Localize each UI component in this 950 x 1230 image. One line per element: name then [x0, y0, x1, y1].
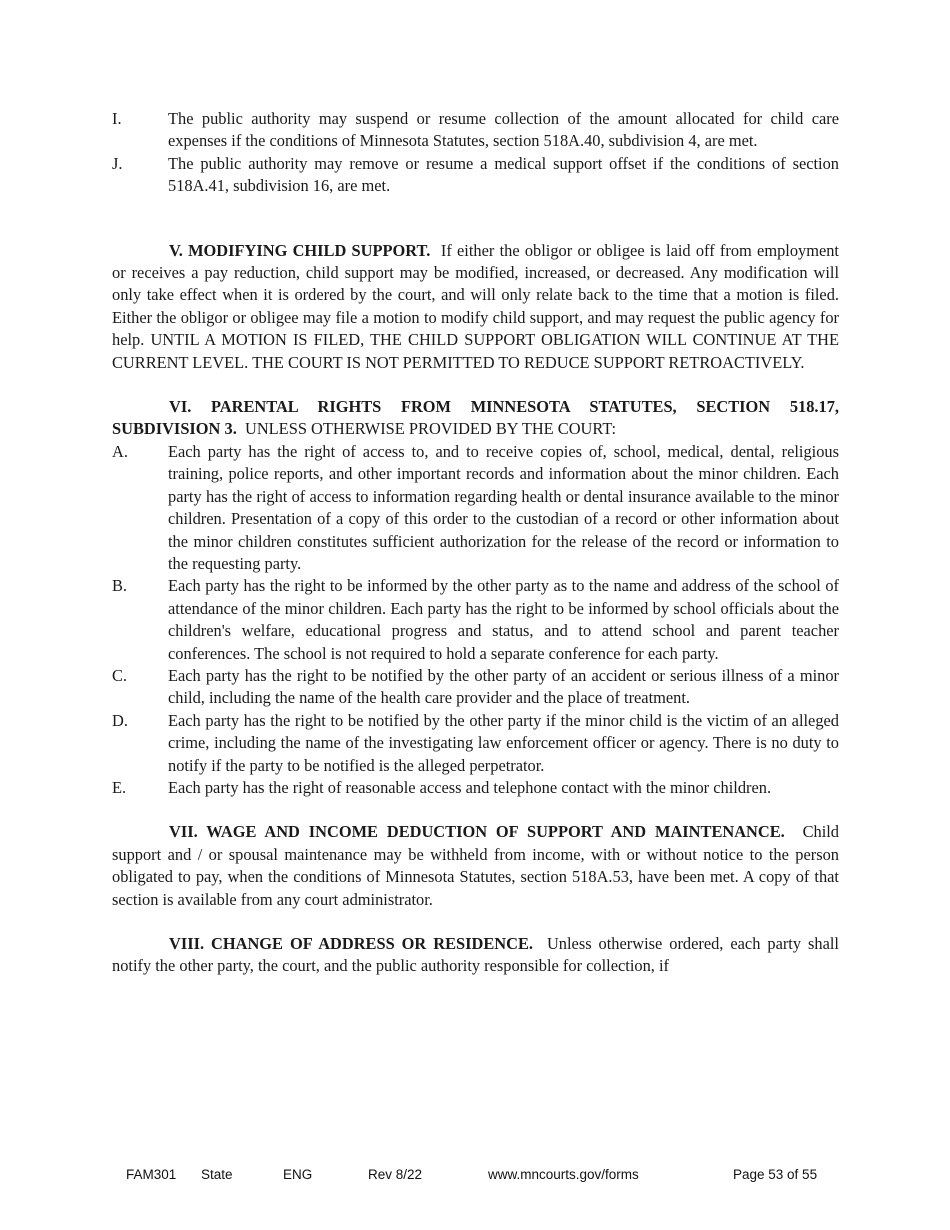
footer-language: ENG: [283, 1167, 313, 1182]
page-content: [112, 108, 839, 978]
list-item: [112, 665, 839, 710]
footer-jurisdiction: State: [201, 1167, 233, 1182]
list-item: [112, 777, 839, 799]
list-item-label: A.: [112, 441, 128, 461]
list-item-label: E.: [112, 777, 127, 797]
footer-form-id: FAM301: [126, 1167, 177, 1182]
section-vii-heading: VII. WAGE AND INCOME DEDUCTION OF SUPPORT AND MAINTENANCE.: [169, 822, 785, 842]
section-v-heading: V. MODIFYING CHILD SUPPORT.: [169, 240, 431, 260]
list-item-label: J.: [112, 153, 123, 173]
section-vi: [112, 396, 839, 441]
list-item-text: Each party has the right of reasonable access and telephone contact with the minor children.: [168, 777, 772, 797]
list-item: [112, 441, 839, 575]
list-item-text: Each party has the right to be informed by the other party as to the name and address of the school of attendance of the minor children. Each party has the right to be informed by school officials about the children's welfare, educational progress and status, and to attend school and parent teacher conferences. The school is not required to hold a separate conference for each party.: [168, 576, 839, 663]
list-item: [112, 108, 839, 153]
section-viii-body: Unless otherwise ordered, each party shall notify the other party, the court, and the public authority responsible for collection, if: [112, 934, 839, 976]
list-item: [112, 710, 839, 777]
footer-page-number: Page 53 of 55: [733, 1167, 818, 1182]
list-item-text: The public authority may suspend or resume collection of the amount allocated for child care expenses if the conditions of Minnesota Statutes, section 518A.40, subdivision 4, are met.: [168, 109, 839, 151]
footer-revision: Rev 8/22: [368, 1167, 423, 1182]
list-item-text: Each party has the right of access to, and to receive copies of, school, medical, dental, religious training, police reports, and other important records and information about the minor children. Each party has the right of access to information regarding health or dental insurance available to the minor children. Presentation of a copy of this order to the custodian of a record or other information about the minor children constitutes sufficient authorization for the release of the record or information to the requesting party.: [168, 441, 839, 573]
list-item-text: Each party has the right to be notified by the other party of an accident or serious illness of a minor child, including the name of the health care provider and the place of treatment.: [168, 665, 839, 708]
list-item: [112, 153, 839, 198]
list-item-label: C.: [112, 665, 128, 685]
list-item-label: B.: [112, 576, 128, 596]
section-v: [112, 240, 839, 374]
list-item-label: I.: [112, 109, 122, 128]
list-item-text: The public authority may remove or resume a medical support offset if the conditions of section 518A.41, subdivision 16, are met.: [168, 153, 839, 196]
section-v-body: If either the obligor or obligee is laid off from employment or receives a pay reduction, child support may be modified, increased, or decreased. Any modification will only take effect when it is ordered by the court, and will only relate back to the time that a motion is filed. Either the obligor or obligee may file a motion to modify child support, and may request the public agency for help. UNTIL A MOTION IS FILED, THE CHILD SUPPORT OBLIGATION WILL CONTINUE AT THE CURRENT LEVEL. THE COURT IS NOT PERMITTED TO REDUCE SUPPORT RETROACTIVELY.: [112, 240, 839, 372]
footer-url-link[interactable]: www.mncourts.gov/forms: [488, 1167, 639, 1182]
list-item-text: Each party has the right to be notified by the other party if the minor child is the victim of an alleged crime, including the name of the investigating law enforcement officer or agency. There is no duty to notify if the party to be notified is the alleged perpetrator.: [168, 710, 839, 775]
section-viii-heading: VIII. CHANGE OF ADDRESS OR RESIDENCE.: [169, 934, 533, 953]
page-footer: [0, 1167, 950, 1185]
section-vii: [112, 821, 839, 911]
section-viii: [112, 933, 839, 978]
section-vii-body: Child support and / or spousal maintenance may be withheld from income, with or without notice to the person obligated to pay, when the conditions of Minnesota Statutes, section 518A.53, have been met. A copy of that section is available from any court administrator.: [112, 822, 839, 909]
section-vi-body: UNLESS OTHERWISE PROVIDED BY THE COURT:: [245, 419, 617, 439]
section-vi-heading: VI. PARENTAL RIGHTS FROM MINNESOTA STATUTES, SECTION 518.17, SUBDIVISION 3.: [112, 397, 839, 439]
list-item-label: D.: [112, 710, 128, 730]
list-item: [112, 575, 839, 665]
